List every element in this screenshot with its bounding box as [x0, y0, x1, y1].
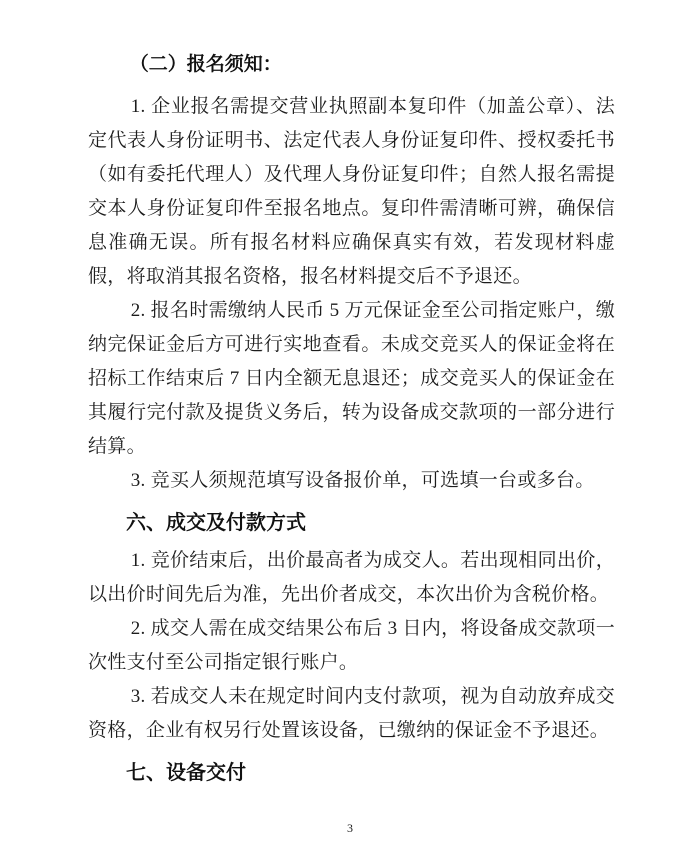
paragraph-highest-bidder: 1. 竞价结束后，出价最高者为成交人。若出现相同出价，以出价时间先后为准，先出价者成交，本次出价为含税价格。: [88, 550, 615, 605]
paragraph-registration-materials: 1. 企业报名需提交营业执照副本复印件（加盖公章）、法定代表人身份证明书、法定代表人身份证复印件、授权委托书（如有委托代理人）及代理人身份证复印件；自然人报名需提交本人身份证复印件至报名地点。复印件需清晰可辨，确保信息准确无误。所有报名材料应确保真实有效，若发现材料虚假，将取消其报名资格，报名材料提交后不予退还。: [88, 96, 615, 287]
heading-equipment-delivery: 七、设备交付: [126, 762, 246, 784]
heading-deal-and-payment: 六、成交及付款方式: [126, 512, 306, 534]
paragraph-deposit-requirement: 2. 报名时需缴纳人民币 5 万元保证金至公司指定账户，缴纳完保证金后方可进行实地查看。未成交竞买人的保证金将在招标工作结束后 7 日内全额无息退还；成交竞买人的保证金在其履行完付款及提货义务后，转为设备成交款项的一部分进行结算。: [88, 300, 615, 457]
subheading-registration-notes: （二）报名须知：: [129, 54, 282, 75]
paragraph-forfeit-terms: 3. 若成交人未在规定时间内支付款项，视为自动放弃成交资格，企业有权另行处置该设备，已缴纳的保证金不予退还。: [88, 686, 615, 741]
paragraph-payment-deadline: 2. 成交人需在成交结果公布后 3 日内，将设备成交款项一次性支付至公司指定银行账户。: [88, 618, 615, 673]
page-number: 3: [347, 821, 353, 835]
paragraph-quotation-form: 3. 竞买人须规范填写设备报价单，可选填一台或多台。: [130, 470, 595, 491]
